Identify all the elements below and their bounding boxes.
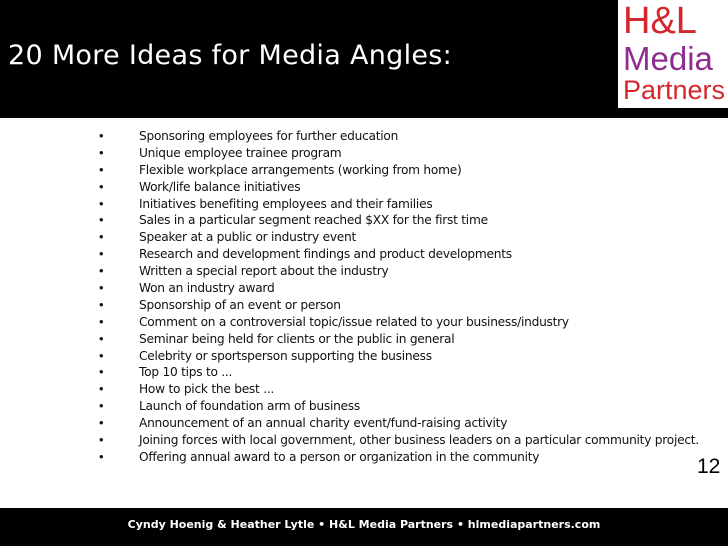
idea-text: Sales in a particular segment reached $XX for the first time xyxy=(139,213,488,228)
bullet-icon: • xyxy=(99,263,104,279)
bullet-icon: • xyxy=(99,432,104,448)
slide-footer xyxy=(0,508,728,546)
idea-text: Written a special report about the industry xyxy=(139,264,389,279)
bullet-icon: • xyxy=(99,296,104,312)
idea-text: How to pick the best ... xyxy=(139,382,275,397)
logo-text-media: Media xyxy=(623,40,713,77)
idea-text: Joining forces with local government, other business leaders on a particular community project. xyxy=(139,433,699,448)
idea-text: Celebrity or sportsperson supporting the business xyxy=(139,348,432,363)
bullet-icon: • xyxy=(99,398,104,414)
bullet-icon: • xyxy=(99,280,104,296)
bullet-icon: • xyxy=(99,161,104,177)
footer-credits: Cyndy Hoenig & Heather Lytle • H&L Media Partners • hlmediapartners.com xyxy=(127,518,601,531)
bullet-icon: • xyxy=(99,347,104,363)
bullet-icon: • xyxy=(99,144,104,160)
bullet-icon: • xyxy=(99,448,104,464)
idea-text: Initiatives benefiting employees and their families xyxy=(139,196,433,211)
logo-text-partners: Partners xyxy=(623,75,726,105)
idea-text: Sponsoring employees for further education xyxy=(139,129,399,143)
idea-text: Top 10 tips to ... xyxy=(139,365,233,380)
idea-text: Research and development findings and product developments xyxy=(139,247,512,262)
company-logo xyxy=(618,0,728,108)
idea-text: Comment on a controversial topic/issue related to your business/industry xyxy=(139,314,569,329)
idea-text: Announcement of an annual charity event/fund-raising activity xyxy=(139,416,508,431)
idea-text: Offering annual award to a person or organization in the community xyxy=(139,449,540,464)
page-number: 12 xyxy=(697,455,721,478)
idea-text: Seminar being held for clients or the public in general xyxy=(139,331,455,346)
bullet-icon: • xyxy=(99,128,104,143)
bullet-icon: • xyxy=(99,178,104,194)
idea-text: Speaker at a public or industry event xyxy=(139,230,357,245)
idea-text: Launch of foundation arm of business xyxy=(139,399,360,414)
bullet-icon: • xyxy=(99,246,104,262)
bullet-icon: • xyxy=(99,229,104,245)
bullet-icon: • xyxy=(99,195,104,211)
idea-text: Work/life balance initiatives xyxy=(139,179,301,194)
slide-header xyxy=(0,0,728,118)
bullet-icon: • xyxy=(99,381,104,397)
logo-text-hl: H&L xyxy=(623,0,697,42)
bullet-icon: • xyxy=(99,313,104,329)
bullet-icon: • xyxy=(99,364,104,380)
bullet-icon: • xyxy=(99,212,104,228)
bullet-icon: • xyxy=(99,415,104,431)
idea-text: Flexible workplace arrangements (working from home) xyxy=(139,162,462,177)
idea-text: Sponsorship of an event or person xyxy=(139,297,341,312)
idea-text: Unique employee trainee program xyxy=(139,145,342,160)
slide-title: 20 More Ideas for Media Angles: xyxy=(8,40,453,71)
bullet-icon: • xyxy=(99,330,104,346)
idea-text: Won an industry award xyxy=(139,281,275,296)
